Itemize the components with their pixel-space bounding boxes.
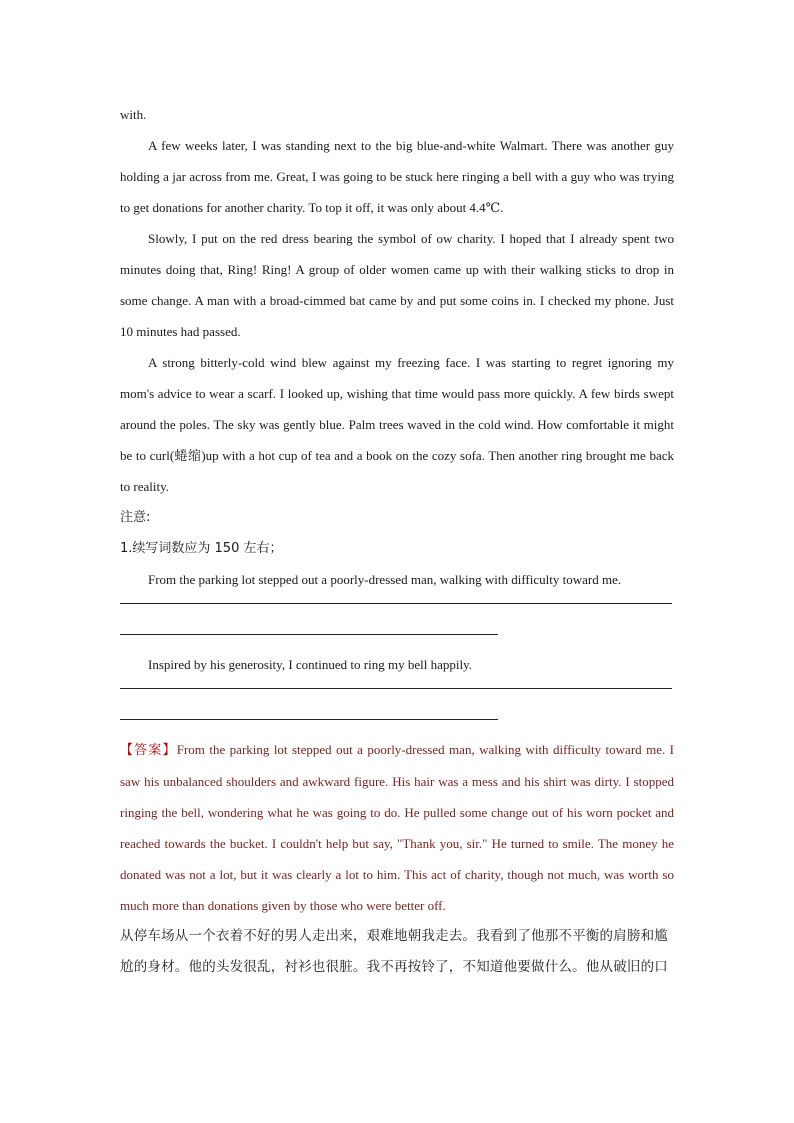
document-body bbox=[120, 99, 674, 983]
continuation-prompt-2: Inspired by his generosity, I continued to ring my bell happily. bbox=[148, 657, 472, 672]
writing-line bbox=[120, 634, 498, 635]
notes-heading: 注意: bbox=[120, 510, 151, 525]
story-paragraph-2: Slowly, I put on the red dress bearing the symbol of ow charity. I hoped that I already spent two minutes doing that, Ring! Ring! A group of older women came up with their walking sticks to drop in some change. A man with a broad-cimmed bat came by and put some coins in. I checked my phone. Just 10 minutes had passed. bbox=[120, 231, 674, 339]
continuation-prompt-1: From the parking lot stepped out a poorly-dressed man, walking with difficulty toward me. bbox=[148, 572, 622, 587]
answer-paragraph bbox=[120, 734, 674, 921]
answer-text: From the parking lot stepped out a poorly-dressed man, walking with difficulty toward me. I saw his unbalanced shoulders and awkward figure. His hair was a mess and his shirt was dirty. I stopped ringing the bell, wondering what he was going to do. He pulled some change out of his worn pocket and reached towards the bucket. I couldn't help but say, "Thank you, sir." He turned to smile. The money he donated was not a lot, but it was clearly a lot to him. This act of charity, though not much, was worth so much more than donations given by those who were better off. bbox=[120, 742, 674, 913]
chinese-translation: 从停车场从一个衣着不好的男人走出来，艰难地朝我走去。我看到了他那不平衡的肩膀和尴尬的身材。他的头发很乱，衬衫也很脏。我不再按铃了，不知道他要做什么。他从破旧的口 bbox=[120, 928, 668, 975]
answer-tag: 【答案】 bbox=[120, 743, 177, 758]
writing-line bbox=[120, 688, 672, 689]
writing-line bbox=[120, 719, 498, 720]
writing-line bbox=[120, 603, 672, 604]
story-paragraph-3: A strong bitterly-cold wind blew against my freezing face. I was starting to regret ignoring my mom's advice to wear a scarf. I looked up, wishing that time would pass more quickly. A few birds swept around the poles. The sky was gently blue. Palm trees waved in the cold wind. How comfortable it might be to curl(蜷缩)up with a hot cup of tea and a book on the cozy sofa. Then another ring brought me back to reality. bbox=[120, 355, 674, 494]
notes-item-1: 1.续写词数应为 150 左右； bbox=[120, 541, 283, 556]
story-paragraph-0: with. bbox=[120, 107, 147, 122]
story-paragraph-1: A few weeks later, I was standing next to the big blue-and-white Walmart. There was another guy holding a jar across from me. Great, I was going to be stuck here ringing a bell with a guy who was trying to get donations for another charity. To top it off, it was only about 4.4℃. bbox=[120, 138, 674, 215]
